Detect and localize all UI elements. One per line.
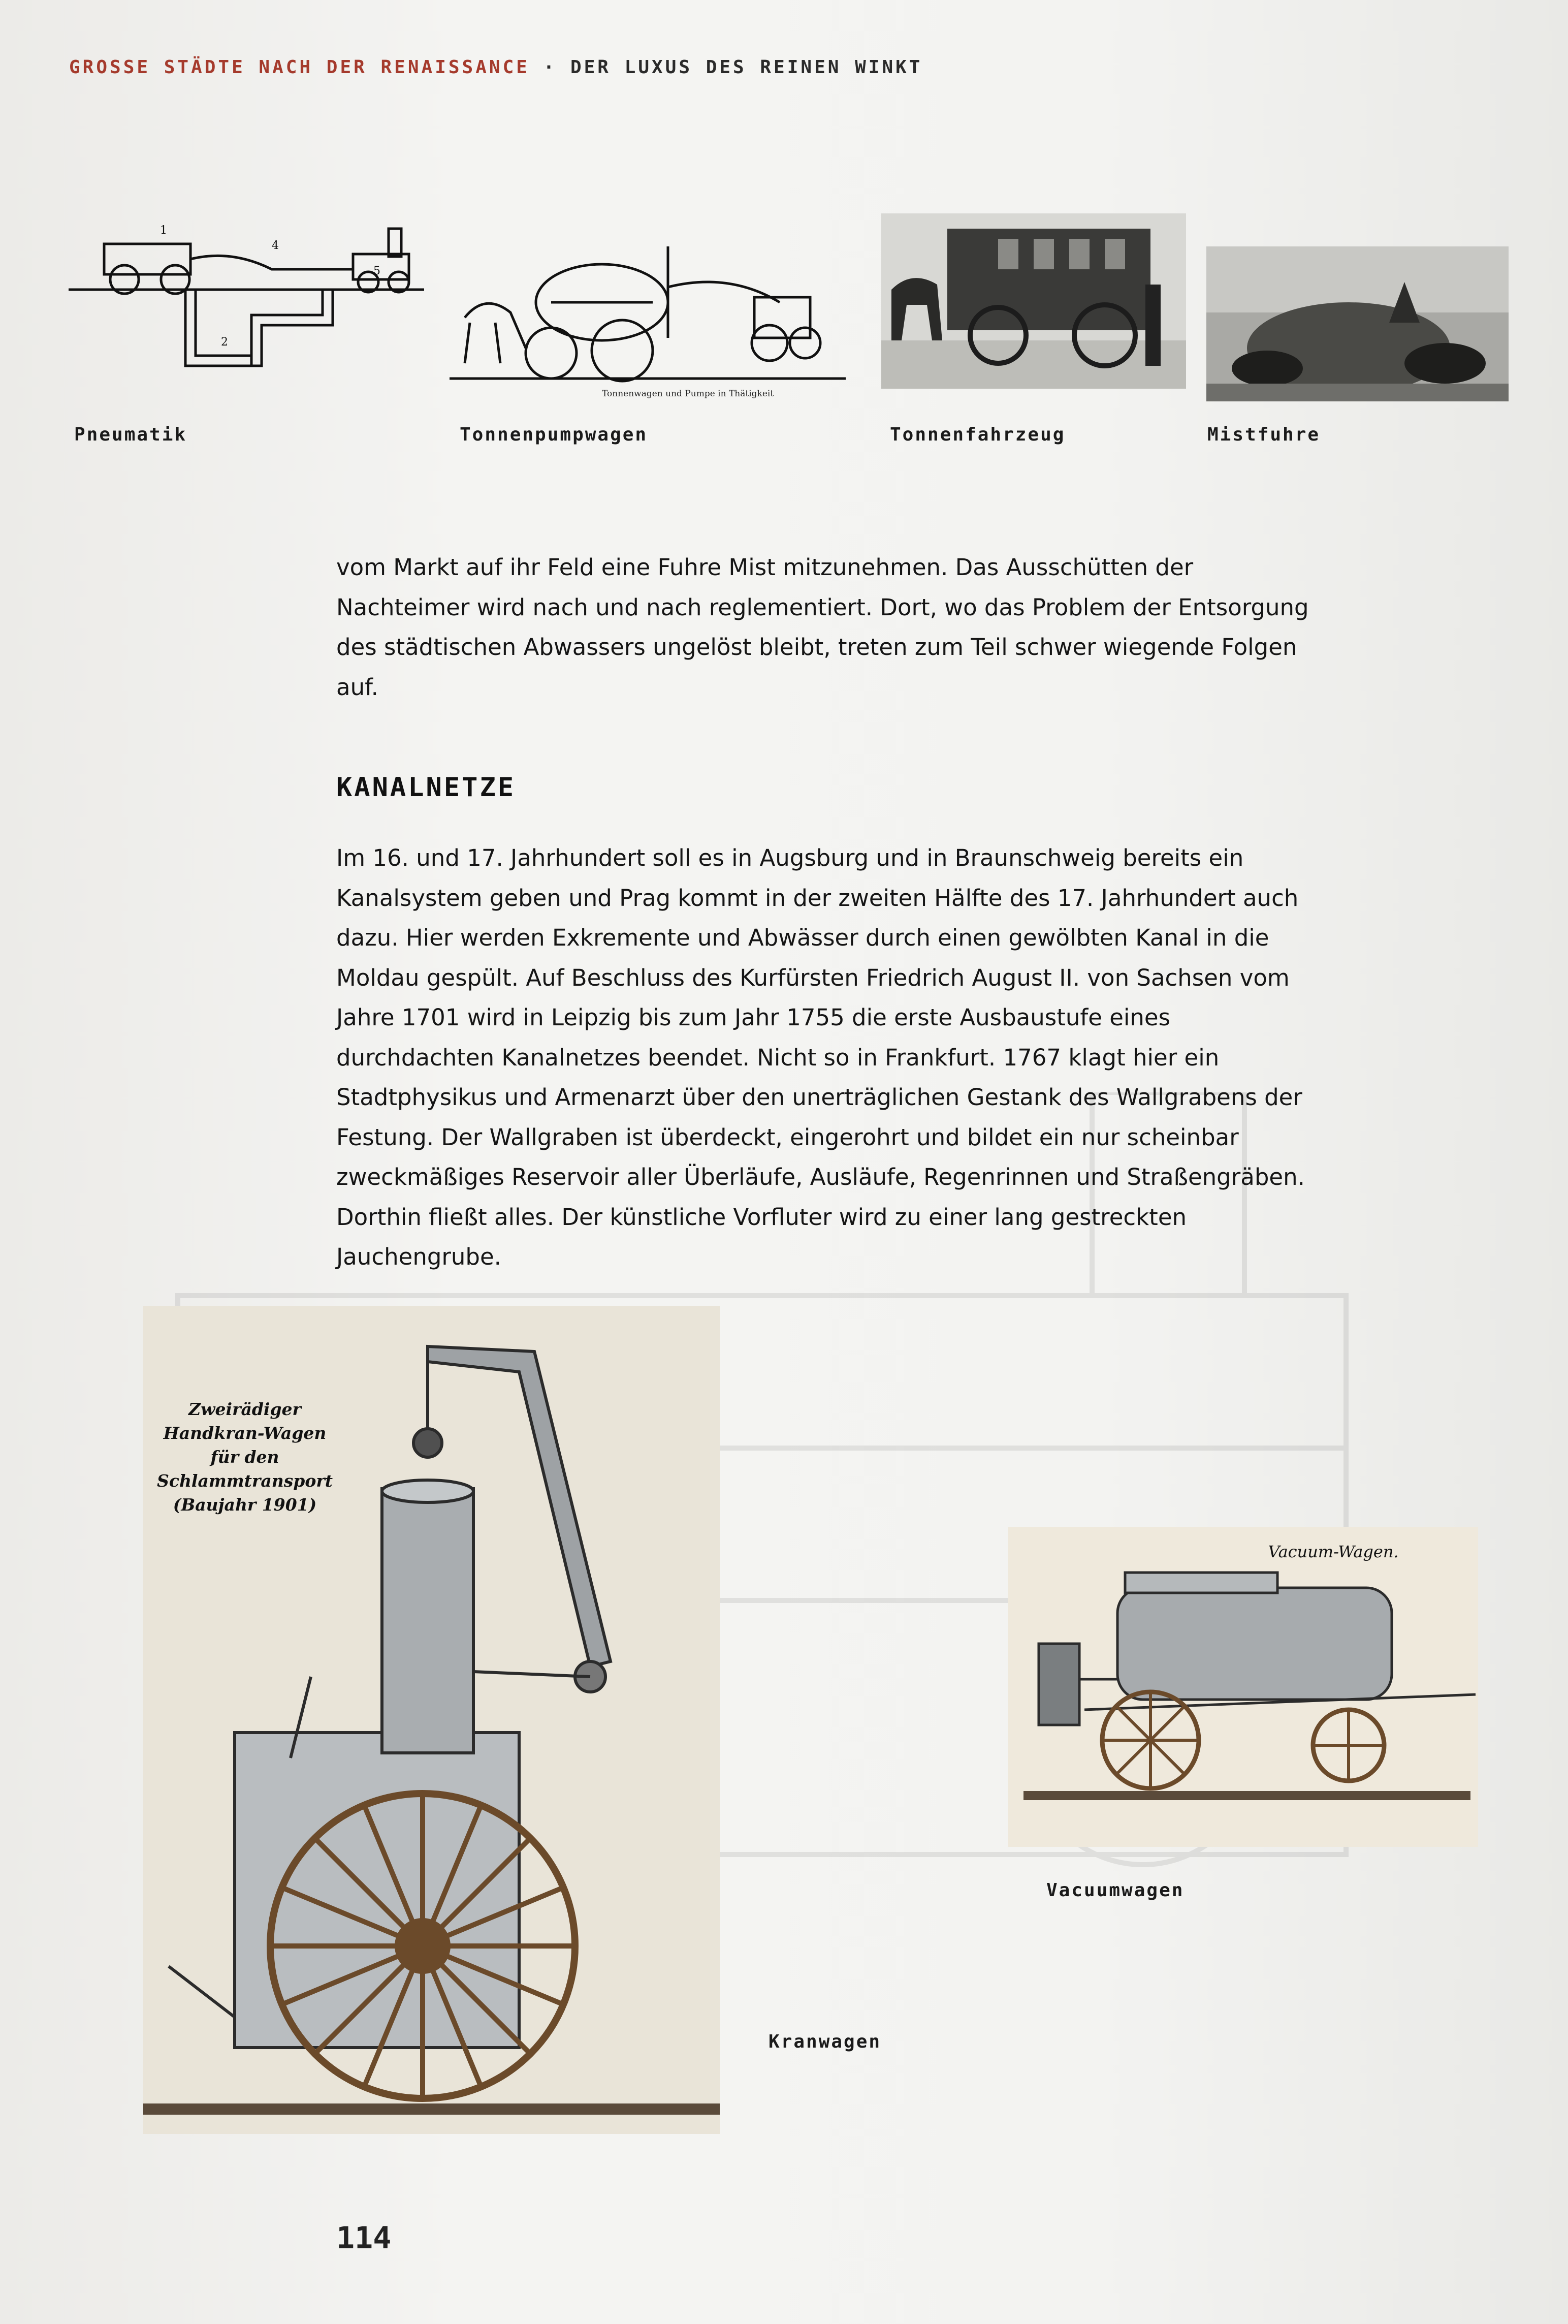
running-head-section: GROSSE STÄDTE NACH DER RENAISSANCE	[69, 57, 530, 78]
running-head	[69, 57, 922, 78]
vacuumwagen-illustration	[1008, 1527, 1478, 1847]
running-head-chapter: DER LUXUS DES REINEN WINKT	[570, 57, 923, 78]
page-number: 114	[336, 2220, 392, 2256]
tonnenpumpwagen-illustration	[450, 226, 846, 404]
mistfuhre-engraving	[1206, 246, 1509, 401]
caption-tonnenfahrzeug: Tonnenfahrzeug	[890, 424, 1066, 445]
vacuum-label: Vacuum-Wagen.	[1268, 1542, 1399, 1561]
kran-label-1: Zweirädiger	[188, 1399, 301, 1419]
kran-label-4: Schlammtransport	[157, 1471, 333, 1491]
kran-label-2: Handkran-Wagen	[163, 1423, 327, 1443]
caption-tonnenpumpwagen: Tonnenpumpwagen	[460, 424, 648, 445]
running-head-separator: ·	[529, 57, 570, 78]
svg-text:5: 5	[373, 265, 380, 277]
kran-label-3: für den	[210, 1447, 279, 1467]
tonnenfahrzeug-photo	[881, 213, 1186, 389]
kran-label-5: (Baujahr 1901)	[173, 1495, 317, 1515]
caption-kranwagen: Kranwagen	[769, 2031, 882, 2052]
tonnenpump-subtitle: Tonnenwagen und Pumpe in Thätigkeit	[602, 389, 774, 399]
paragraph-2: Im 16. und 17. Jahrhundert soll es in Augsburg und in Braunschweig bereits ein Kanalsystem geben und Prag kommt in der zweiten Hälfte des 17. Jahrhundert auch dazu. Hier werden Exkremente und Abwässer durch einen gewölbten Kanal in die Moldau gespült. Auf Beschluss des Kurfürsten Friedrich August II. von Sachsen vom Jahre 1701 wird in Leipzig bis zum Jahr 1755 die erste Ausbaustufe eines durchdachten Kanalnetzes beendet. Nicht so in Frankfurt. 1767 klagt hier ein Stadtphysikus und Armenarzt über den unerträglichen Gestank des Wallgrabens der Festung. Der Wallgraben ist überdeckt, eingerohrt und bildet ein nur scheinbar zweckmäßiges Reservoir aller Überläufe, Ausläufe, Regenrinnen und Straßengräben. Dorthin fließt alles. Der künstliche Vorfluter wird zu einer lang gestreckten Jauchengrube.	[336, 844, 1305, 1270]
kranwagen-illustration	[143, 1306, 720, 2134]
caption-pneumatik: Pneumatik	[74, 424, 187, 445]
caption-mistfuhre: Mistfuhre	[1207, 424, 1321, 445]
pneumatik-illustration	[69, 213, 424, 406]
svg-text:1: 1	[160, 224, 167, 237]
paragraph-1: vom Markt auf ihr Feld eine Fuhre Mist mitzunehmen. Das Ausschütten der Nachteimer wird nach und nach reglementiert. Dort, wo das Problem der Entsorgung des städtischen Abwassers ungelöst bleibt, treten zum Teil schwer wiegende Folgen auf.	[336, 554, 1309, 701]
caption-vacuumwagen: Vacuumwagen	[1046, 1880, 1185, 1901]
svg-text:4: 4	[272, 239, 279, 252]
svg-text:2: 2	[221, 336, 228, 349]
section-heading-kanalnetze: KANALNETZE	[336, 772, 516, 803]
